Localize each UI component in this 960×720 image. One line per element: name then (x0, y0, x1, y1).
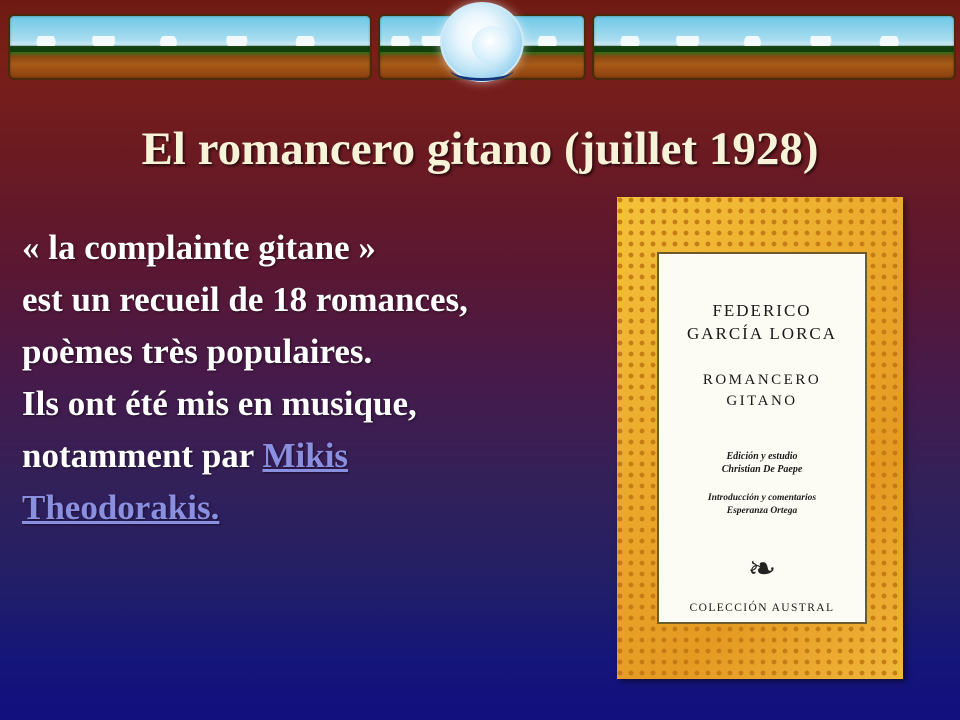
lake-arc-icon (450, 58, 514, 81)
ridge-line-icon (10, 46, 370, 52)
body-text (22, 222, 602, 534)
body-line-1: « la complainte gitane » (22, 228, 376, 267)
body-line-4: Ils ont été mis en musique, (22, 384, 417, 423)
sun-decoration (430, 0, 530, 86)
book-title (659, 370, 865, 412)
body-line-6 (22, 482, 602, 534)
landscape-band-right (592, 14, 956, 80)
body-line-3: poèmes très populaires. (22, 332, 373, 371)
cloud-line-icon (594, 36, 954, 46)
body-line-5-text: notamment par (22, 436, 263, 475)
publisher-emblem-icon: ❧ (747, 551, 777, 588)
book-author-line-2: GARCÍA LORCA (686, 324, 838, 343)
book-intro-line-2: Esperanza Ortega (726, 506, 798, 516)
book-intro-line-1: Introducción y comentarios (707, 493, 817, 503)
decorative-banner (0, 0, 960, 88)
book-introduction (659, 492, 865, 518)
hyperlink-mikis-theodorakis-cont[interactable]: Theodorakis. (22, 488, 220, 527)
book-cover-image (617, 197, 903, 679)
book-title-line-2: GITANO (726, 393, 798, 409)
book-edition (659, 450, 865, 476)
body-line-5 (22, 430, 602, 482)
book-edition-line-2: Christian De Paepe (721, 464, 803, 475)
page-title: El romancero gitano (juillet 1928) (141, 123, 819, 175)
book-collection: COLECCIÓN AUSTRAL (689, 602, 835, 614)
ridge-line-icon (594, 46, 954, 52)
book-edition-line-1: Edición y estudio (726, 451, 798, 462)
book-author (659, 299, 865, 345)
cloud-line-icon (10, 36, 370, 46)
landscape-band-left (8, 14, 372, 80)
book-title-line-1: ROMANCERO (702, 372, 822, 388)
book-author-line-1: FEDERICO (712, 301, 812, 320)
body-line-2: est un recueil de 18 romances, (22, 280, 468, 319)
book-cover-panel (657, 252, 867, 624)
hyperlink-mikis-theodorakis[interactable]: Mikis (262, 436, 349, 475)
